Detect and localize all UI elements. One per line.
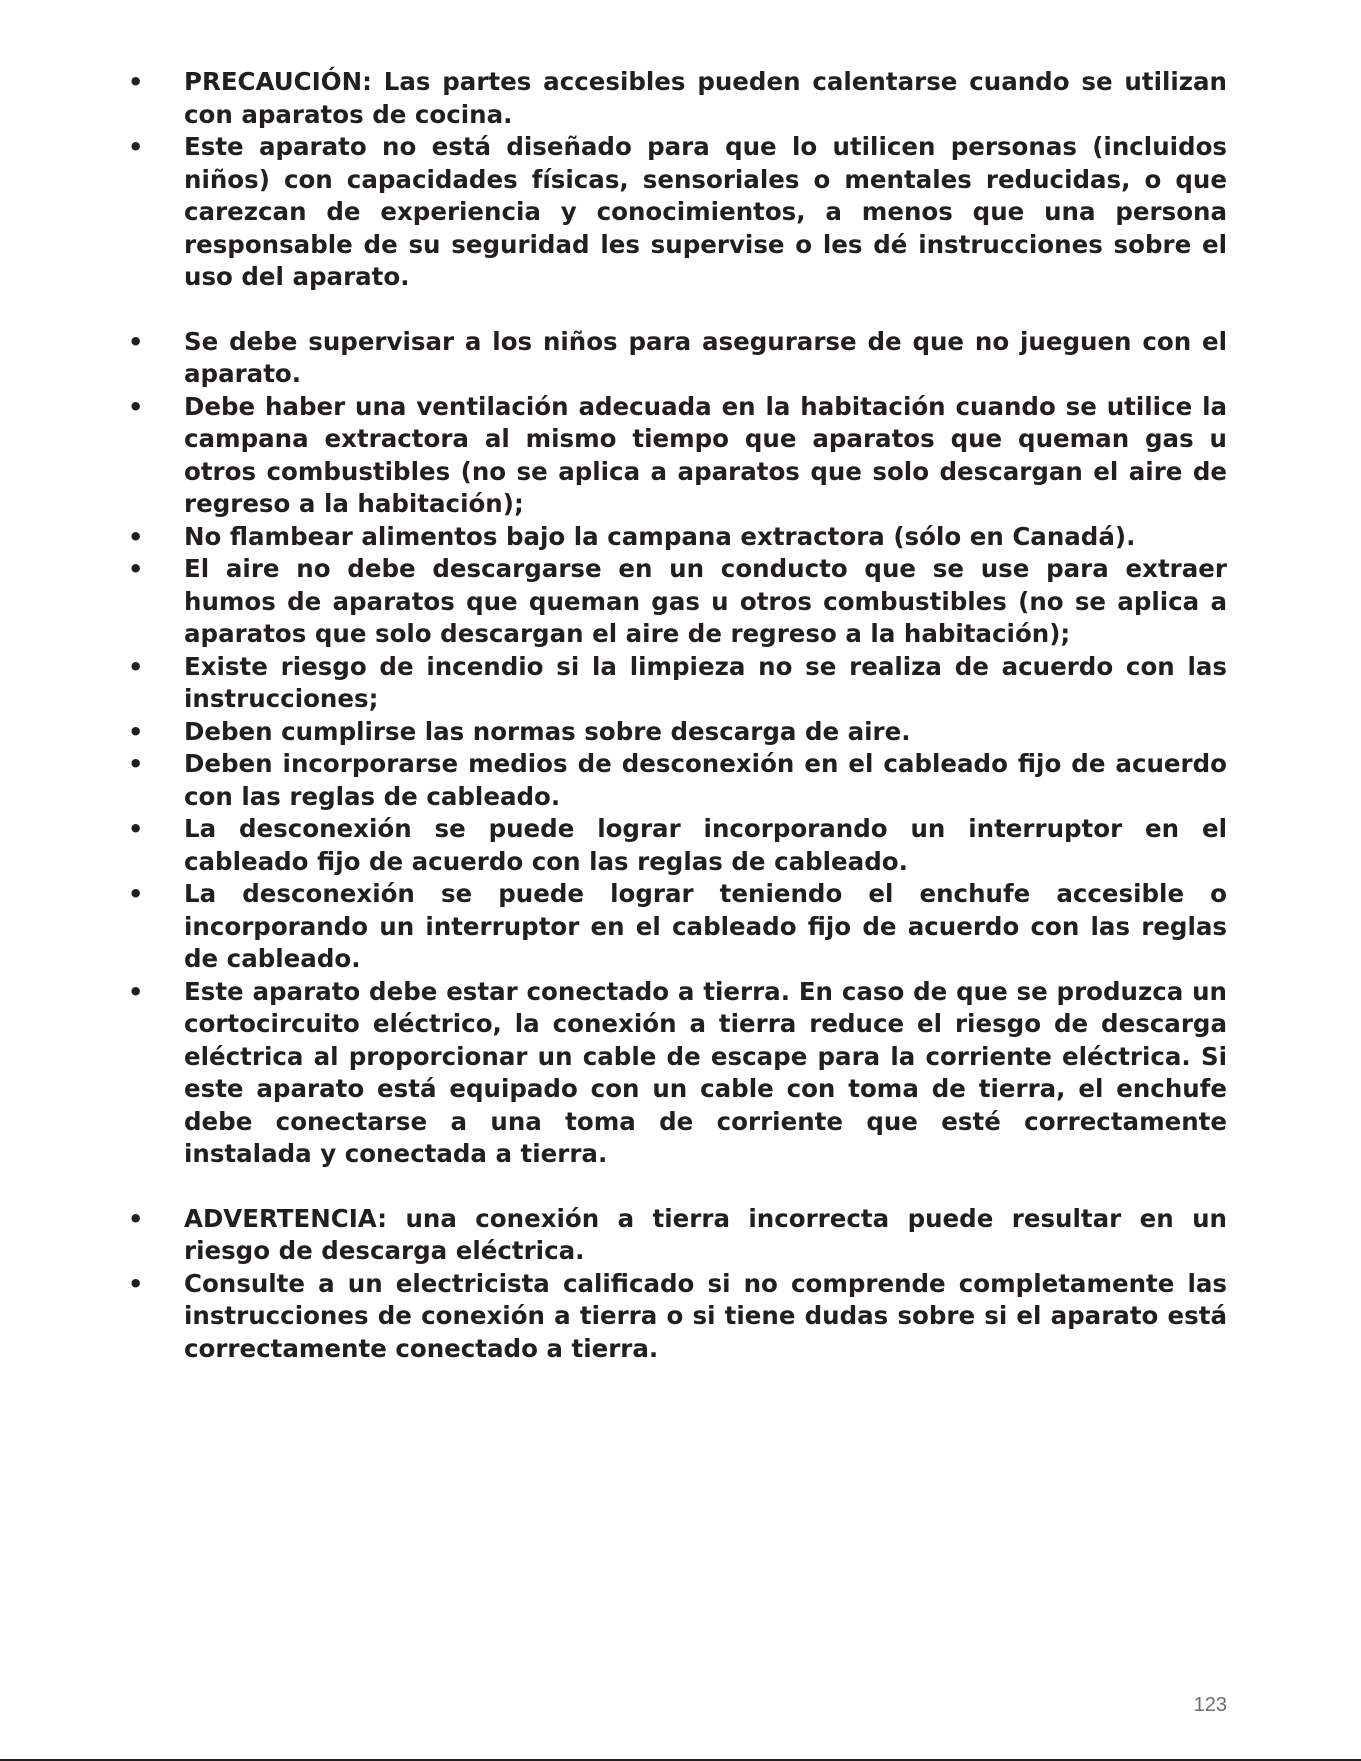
- list-item-text: Existe riesgo de incendio si la limpieza no se realiza de acuerdo con las instrucciones;: [184, 651, 1227, 713]
- bullet-icon: •: [128, 133, 144, 161]
- bullet-icon: •: [128, 1269, 144, 1298]
- list-item-text: Este aparato debe estar conectado a tierra. En caso de que se produzca un cortocircuito eléctrico, la conexión a tierra reduce el riesgo de descarga eléctrica al proporcionar un cable de escape para la corriente eléctrica. Si este aparato está equipado con un cable con toma de tierra, el enchufe debe conectarse a una toma de corriente que esté correctamente instalada y conectada a tierra.: [184, 976, 1227, 1168]
- bullet-icon: •: [128, 327, 144, 356]
- list-item: [128, 131, 1227, 294]
- bullet-icon: •: [128, 717, 144, 746]
- bullet-icon: •: [128, 977, 144, 1006]
- list-item: [128, 651, 1227, 716]
- list-item-text: Se debe supervisar a los niños para asegurarse de que no jueguen con el aparato.: [184, 326, 1227, 388]
- list-item-text: La desconexión se puede lograr teniendo el enchufe accesible o incorporando un interruptor en el cableado fijo de acuerdo con las reglas de cableado.: [184, 879, 1227, 973]
- bullet-icon: •: [128, 1204, 144, 1233]
- list-item: [128, 748, 1227, 813]
- list-item: [128, 976, 1227, 1171]
- list-item-text: La desconexión se puede lograr incorporando un interruptor en el cableado fijo de acuerdo con las reglas de cableado.: [184, 814, 1227, 876]
- list-item: [128, 1268, 1227, 1366]
- list-item-text: PRECAUCIÓN: Las partes accesibles pueden calentarse cuando se utilizan con aparatos de cocina.: [184, 67, 1227, 129]
- list-item-text: Debe haber una ventilación adecuada en la habitación cuando se utilice la campana extractora al mismo tiempo que aparatos que queman gas u otros combustibles (no se aplica a aparatos que solo descargan el aire de regreso a la habitación);: [184, 391, 1227, 518]
- list-item-text: Consulte a un electricista calificado si no comprende completamente las instrucciones de conexión a tierra o si tiene dudas sobre si el aparato está correctamente conectado a tierra.: [184, 1268, 1227, 1363]
- list-item: [128, 1203, 1227, 1268]
- bullet-icon: •: [128, 555, 144, 583]
- list-item: [128, 553, 1227, 651]
- list-item: [128, 66, 1227, 131]
- list-item-text: No flambear alimentos bajo la campana extractora (sólo en Canadá).: [184, 521, 1136, 551]
- bullet-icon: •: [128, 68, 144, 96]
- list-item: [128, 521, 1227, 554]
- list-item: [128, 716, 1227, 749]
- list-item: [128, 326, 1227, 391]
- bullet-icon: •: [128, 750, 144, 778]
- bullet-icon: •: [128, 522, 144, 551]
- list-item-text: ADVERTENCIA: una conexión a tierra incorrecta puede resultar en un riesgo de descarga eléctrica.: [184, 1203, 1227, 1265]
- safety-instructions-list: [128, 66, 1227, 1365]
- bullet-icon: •: [128, 815, 144, 843]
- list-item-text: Este aparato no está diseñado para que lo utilicen personas (incluidos niños) con capacidades físicas, sensoriales o mentales reducidas, o que carezcan de experiencia y conocimientos, a menos que una persona responsable de su seguridad les supervise o les dé instrucciones sobre el uso del aparato.: [184, 132, 1227, 291]
- list-item: [128, 391, 1227, 521]
- list-item-text: El aire no debe descargarse en un conducto que se use para extraer humos de aparatos que queman gas u otros combustibles (no se aplica a aparatos que solo descargan el aire de regreso a la habitación);: [184, 554, 1227, 648]
- bullet-icon: •: [128, 652, 144, 681]
- list-item: [128, 878, 1227, 976]
- list-item-text: Deben cumplirse las normas sobre descarga de aire.: [184, 716, 911, 746]
- list-item-text: Deben incorporarse medios de desconexión en el cableado fijo de acuerdo con las reglas de cableado.: [184, 749, 1227, 811]
- bullet-icon: •: [128, 880, 144, 908]
- bullet-icon: •: [128, 392, 144, 421]
- list-item: [128, 813, 1227, 878]
- page-number: 123: [1193, 1694, 1227, 1716]
